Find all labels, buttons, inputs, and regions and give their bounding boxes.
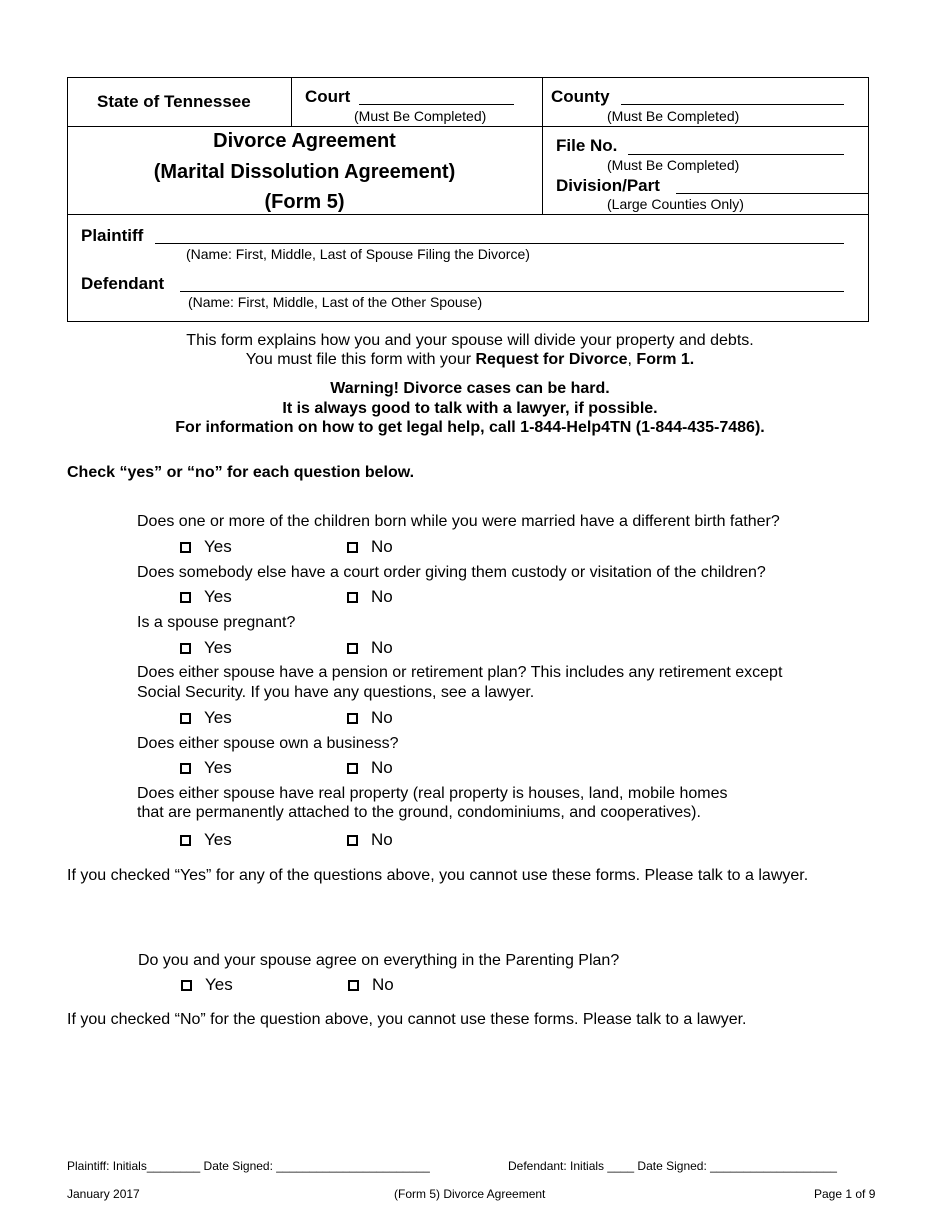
- question-2: Does somebody else have a court order giving them custody or visitation of the children?: [137, 564, 766, 581]
- question-4-yes[interactable]: Yes: [180, 708, 232, 728]
- form-number: (Form 5): [264, 191, 345, 213]
- plaintiff-label: Plaintiff: [81, 226, 144, 245]
- question-4-no[interactable]: No: [347, 708, 393, 728]
- checkbox[interactable]: [347, 643, 358, 654]
- checkbox[interactable]: [180, 643, 191, 654]
- file-no-note: (Must Be Completed): [607, 157, 740, 173]
- county-note: (Must Be Completed): [607, 108, 740, 124]
- question-4: Does either spouse have a pension or retirement plan? This includes any retirement except: [137, 664, 783, 681]
- intro-line-1: This form explains how you and your spouse will divide your property and debts.: [186, 332, 754, 349]
- question-4-cont: Social Security. If you have any questions, see a lawyer.: [137, 684, 535, 701]
- warning-yes: If you checked “Yes” for any of the questions above, you cannot use these forms. Please talk to a lawyer.: [67, 867, 809, 884]
- divider: [67, 126, 869, 127]
- defendant-label: Defendant: [81, 274, 165, 293]
- division-note: (Large Counties Only): [607, 196, 744, 212]
- question-3-yes[interactable]: Yes: [180, 638, 232, 658]
- form-title: Divorce Agreement: [213, 130, 396, 152]
- warning-line-3: For information on how to get legal help, call 1-844-Help4TN (1-844-435-7486).: [175, 419, 765, 436]
- question-3-no[interactable]: No: [347, 638, 393, 658]
- court-note: (Must Be Completed): [354, 108, 487, 124]
- checkbox[interactable]: [180, 835, 191, 846]
- parenting-question: Do you and your spouse agree on everything in the Parenting Plan?: [138, 952, 620, 969]
- footer-form-name: (Form 5) Divorce Agreement: [394, 1187, 546, 1201]
- checkbox[interactable]: [347, 542, 358, 553]
- file-no-field[interactable]: [628, 154, 844, 155]
- question-2-no[interactable]: No: [347, 587, 393, 607]
- question-1-no[interactable]: No: [347, 537, 393, 557]
- checkbox[interactable]: [347, 592, 358, 603]
- question-6-cont: that are permanently attached to the ground, condominiums, and cooperatives).: [137, 804, 701, 821]
- warning-line-1: Warning! Divorce cases can be hard.: [330, 380, 610, 397]
- checkbox[interactable]: [347, 713, 358, 724]
- form-subtitle: (Marital Dissolution Agreement): [153, 161, 456, 183]
- question-1: Does one or more of the children born while you were married have a different birth father?: [137, 513, 780, 530]
- state-label: State of Tennessee: [97, 92, 251, 111]
- checkbox[interactable]: [180, 542, 191, 553]
- court-field[interactable]: [359, 104, 514, 105]
- question-6-no[interactable]: No: [347, 830, 393, 850]
- warning-line-2: It is always good to talk with a lawyer, if possible.: [282, 400, 658, 417]
- parenting-yes[interactable]: Yes: [181, 975, 233, 995]
- question-1-yes[interactable]: Yes: [180, 537, 232, 557]
- checkbox[interactable]: [347, 763, 358, 774]
- footer-date: January 2017: [67, 1187, 140, 1201]
- plaintiff-signature-line: Plaintiff: Initials________ Date Signed: _______________________: [67, 1159, 430, 1173]
- checkbox[interactable]: [180, 592, 191, 603]
- plaintiff-note: (Name: First, Middle, Last of Spouse Filing the Divorce): [186, 246, 530, 262]
- checkbox[interactable]: [347, 835, 358, 846]
- question-5-no[interactable]: No: [347, 758, 393, 778]
- checkbox[interactable]: [180, 763, 191, 774]
- divider: [542, 77, 543, 214]
- divider: [291, 77, 292, 126]
- divider: [67, 214, 869, 215]
- county-field[interactable]: [621, 104, 844, 105]
- question-5-yes[interactable]: Yes: [180, 758, 232, 778]
- court-label: Court: [305, 87, 351, 106]
- instruction: Check “yes” or “no” for each question below.: [67, 464, 415, 481]
- county-label: County: [551, 87, 610, 106]
- defendant-signature-line: Defendant: Initials ____ Date Signed: ___________________: [508, 1159, 837, 1173]
- question-6: Does either spouse have real property (real property is houses, land, mobile homes: [137, 785, 728, 802]
- division-label: Division/Part: [556, 176, 660, 195]
- question-2-yes[interactable]: Yes: [180, 587, 232, 607]
- checkbox[interactable]: [181, 980, 192, 991]
- warning-no: If you checked “No” for the question above, you cannot use these forms. Please talk to a lawyer.: [67, 1011, 747, 1028]
- question-5: Does either spouse own a business?: [137, 735, 399, 752]
- defendant-note: (Name: First, Middle, Last of the Other Spouse): [188, 294, 483, 310]
- footer-page: Page 1 of 9: [814, 1187, 876, 1201]
- question-3: Is a spouse pregnant?: [137, 614, 296, 631]
- checkbox[interactable]: [180, 713, 191, 724]
- question-6-yes[interactable]: Yes: [180, 830, 232, 850]
- file-no-label: File No.: [556, 136, 618, 155]
- plaintiff-field[interactable]: [155, 243, 844, 244]
- intro-line-2: You must file this form with your Request for Divorce, Form 1.: [245, 351, 695, 368]
- division-field[interactable]: [676, 193, 869, 194]
- checkbox[interactable]: [348, 980, 359, 991]
- parenting-no[interactable]: No: [348, 975, 394, 995]
- defendant-field[interactable]: [180, 291, 844, 292]
